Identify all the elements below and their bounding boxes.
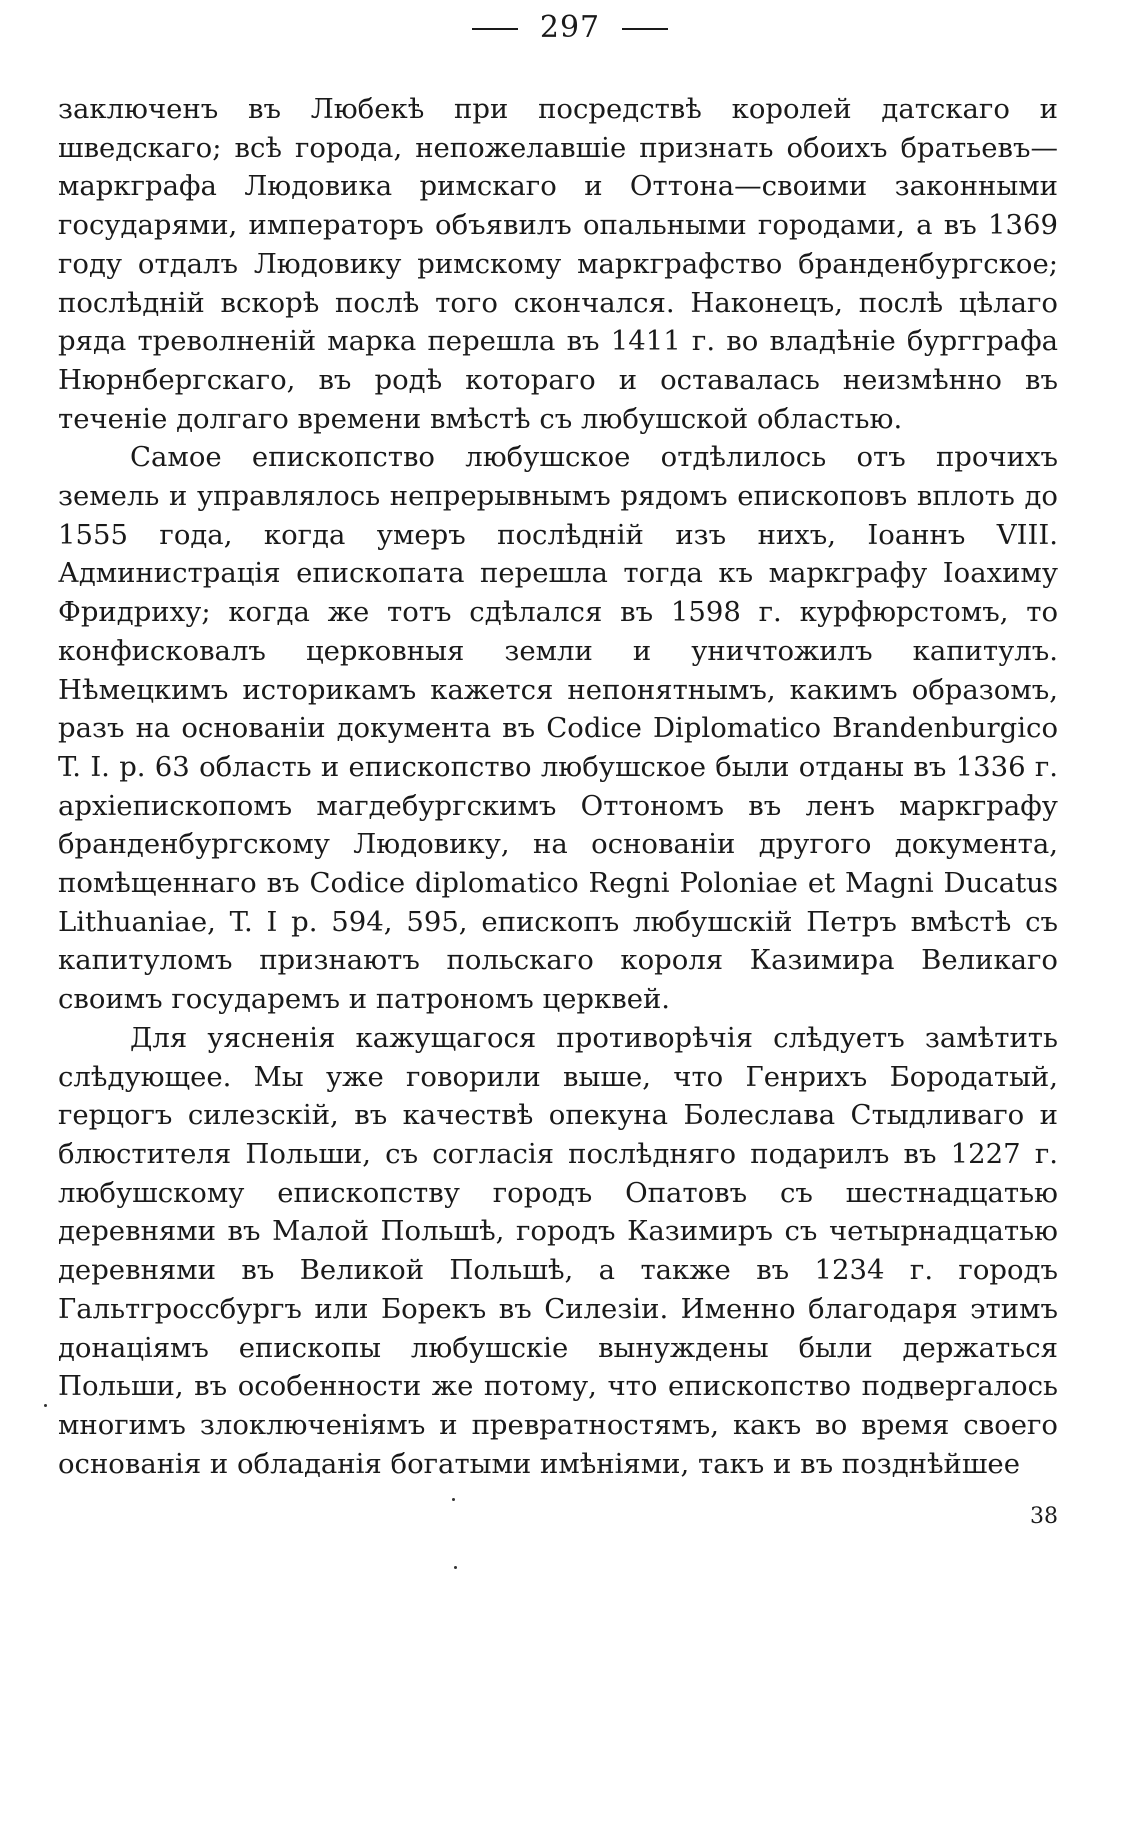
- printer-signature-mark: 38: [1030, 1504, 1058, 1529]
- print-speck: [452, 1498, 455, 1501]
- header-dash-right: [622, 28, 668, 30]
- print-speck: [454, 1566, 457, 1569]
- paragraph-1: заключенъ въ Любекѣ при посредствѣ королей датскаго и шведскаго; всѣ города, непожелавшіе признать обоихъ братьевъ— маркграфа Людовика римскаго и Оттона—своими законными государями, императоръ объявилъ опальными городами, а въ 1369 году отдалъ Людовику римскому маркграфство бранденбургское; послѣдній вскорѣ послѣ того скончался. Наконецъ, послѣ цѣлаго ряда треволненій марка перешла въ 1411 г. во владѣніе бургграфа Нюрнбергскаго, въ родѣ котораго и оставалась неизмѣнно въ теченіе долгаго времени вмѣстѣ съ любушской областью.: [58, 93, 1058, 435]
- page-number: 297: [539, 10, 601, 45]
- page-header: [0, 10, 1140, 45]
- paragraph-3: Для уясненія кажущагося противорѣчія слѣдуетъ замѣтить слѣдующее. Мы уже говорили выше, что Генрихъ Бородатый, герцогъ силезскій, въ качествѣ опекуна Болеслава Стыдливаго и блюстителя Польши, съ согласія послѣдняго подарилъ въ 1227 г. любушскому епископству городъ Опатовъ съ шестнадцатью деревнями въ Малой Польшѣ, городъ Казимиръ съ четырнадцатью деревнями въ Великой Польшѣ, а также въ 1234 г. городъ Гальтгроссбургъ или Борекъ въ Силезіи. Именно благодаря этимъ донаціямъ епископы любушскіе вынуждены были держаться Польши, въ особенности же потому, что епископство подвергалось многимъ злоключеніямъ и превратностямъ, какъ во время своего основанія и обладанія богатыми имѣніями, такъ и въ позднѣйшее: [58, 1021, 1058, 1480]
- print-speck: [44, 1404, 47, 1407]
- header-dash-left: [472, 28, 518, 30]
- text-body: [58, 90, 1058, 1529]
- paragraph-2: Самое епископство любушское отдѣлилось отъ прочихъ земель и управлялось непрерывнымъ рядомъ епископовъ вплоть до 1555 года, когда умеръ послѣдній изъ нихъ, Іоаннъ VIII. Администрація епископата перешла тогда къ маркграфу Іоахиму Фридриху; когда же тотъ сдѣлался въ 1598 г. курфюрстомъ, то конфисковалъ церковныя земли и уничтожилъ капитулъ. Нѣмецкимъ историкамъ кажется непонятнымъ, какимъ образомъ, разъ на основаніи документа въ Codice Diplomatico Brandenburgico T. I. p. 63 область и епископство любушское были отданы въ 1336 г. архіепископомъ магдебургскимъ Оттономъ въ ленъ маркграфу бранденбургскому Людовику, на основаніи другого документа, помѣщеннаго въ Codice diplomatico Regni Poloniae et Magni Ducatus Lithuaniae, T. I p. 594, 595, епископъ любушскій Петръ вмѣстѣ съ капитуломъ признаютъ польскаго короля Казимира Великаго своимъ государемъ и патрономъ церквей.: [58, 441, 1058, 1016]
